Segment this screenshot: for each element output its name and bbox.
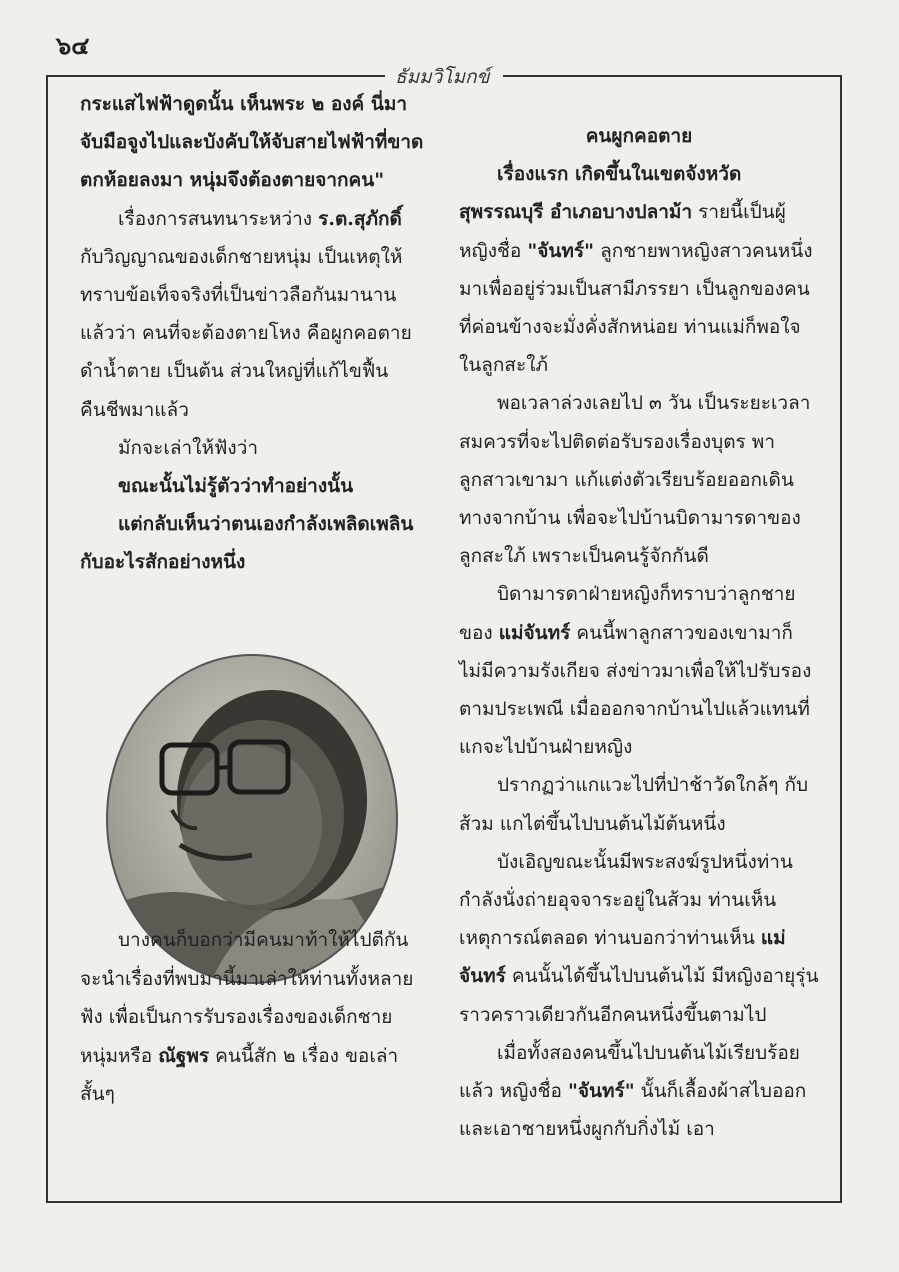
text-span: จะนำเรื่องที่พบมานี้มาเล่าให้ท่านทั้งหลายฟัง เพื่อเป็นการรับรองเรื่องของเด็กชายหนุ่มหรือ [80, 967, 414, 1067]
left-paragraph-4: ขณะนั้นไม่รู้ตัวว่าทำอย่างนั้น [118, 475, 354, 498]
text-span: รายนี้เป็นผู้หญิงชื่อ [459, 201, 786, 262]
left-paragraph-3: มักจะเล่าให้ฟังว่า [118, 436, 259, 459]
text-span: กับวิญญาณของเด็กชายหนุ่ม เป็นเหตุให้ทราบข้อเท็จจริงที่เป็นข่าวลือกันมานานแล้วว่า คนที่จะต้องตายโหง คือผูกคอตาย ดำน้ำตาย เป็นต้น ส่วนใหญ่ที่แก้ไขฟื้นคืนชีพมาแล้ว [80, 245, 412, 421]
person-name: ร.ต.สุภักดิ์ [318, 207, 402, 230]
person-name: "จันทร์" [567, 1080, 635, 1103]
right-column [459, 117, 819, 1148]
section-heading: คนผูกคอตาย [585, 125, 693, 147]
text-span: เรื่องการสนทนาระหว่าง [118, 207, 313, 230]
text-span: คนนี้พาลูกสาวของเขามาก็ไม่มีความรังเกียจ ส่งข่าวมาเพื่อให้ไปรับรองตามประเพณี เมื่อออกจากบ้านไปแล้วแทนที่แกจะไปบ้านฝ่ายหญิง [459, 621, 812, 759]
left-paragraph-2 [80, 200, 430, 429]
left-paragraph-7 [80, 960, 430, 1114]
person-name: "จันทร์" [527, 239, 595, 262]
text-span: บังเอิญขณะนั้นมีพระสงฆ์รูปหนึ่งท่านกำลังนั่งถ่ายอุจจาระอยู่ในส้วม ท่านเห็นเหตุการณ์ตลอด ท่านบอกว่าท่านเห็น [459, 850, 793, 950]
lead-text: เรื่องแรก เกิดขึ้นในเขตจังหวัดสุพรรณบุรี อำเภอบางปลาม้า [459, 163, 742, 224]
person-name: ณัฐพร [158, 1044, 210, 1067]
left-paragraph-1: กระแสไฟฟ้าดูดนั้น เห็นพระ ๒ องค์ นี่มาจับมือจูงไปและบังคับให้จับสายไฟฟ้าที่ขาดตกห้อยลงมา หนุ่มจึงต้องตายจากคน" [80, 93, 424, 192]
right-paragraph-6 [459, 1034, 819, 1149]
text-span: เมื่อทั้งสองคนขึ้นไปบนต้นไม้เรียบร้อยแล้ว หญิงชื่อ [459, 1041, 800, 1103]
text-span: คนนี้สัก ๒ เรื่อง ขอเล่าสั้นๆ [80, 1044, 399, 1105]
right-paragraph-1 [459, 155, 819, 384]
left-paragraph-6: บางคนก็บอกว่ามีคนมาท้าให้ไปตีกัน [118, 929, 409, 951]
left-paragraph-5: แต่กลับเห็นว่าตนเองกำลังเพลิดเพลินกับอะไรสักอย่างหนึ่ง [80, 513, 414, 574]
running-title: ธัมมวิโมกข์ [395, 66, 490, 88]
page-number: ๖๔ [56, 31, 90, 60]
person-name: แม่จันทร์ [459, 927, 786, 988]
left-column-bottom [80, 921, 430, 1114]
left-column [80, 85, 430, 582]
text-span: นั้นก็เลื้องผ้าสไบออก และเอาชายหนึ่งผูกกับกิ่งไม้ เอา [459, 1080, 807, 1141]
right-paragraph-3 [459, 575, 819, 766]
text-span: บิดามารดาฝ่ายหญิงก็ทราบว่าลูกชายของ [459, 583, 796, 644]
text-span: คนนั้นได้ขึ้นไปบนต้นไม้ มีหญิงอายุรุ่นราวคราวเดียวกันอีกคนหนึ่งขึ้นตามไป [459, 965, 819, 1026]
text-span: ลูกชายพาหญิงสาวคนหนึ่งมาเพื่ออยู่ร่วมเป็นสามีภรรยา เป็นลูกของคนที่ค่อนข้างจะมั่งคั่งสักหน่อย ท่านแม่ก็พอใจในลูกสะใภ้ [459, 239, 813, 377]
right-paragraph-2: พอเวลาล่วงเลยไป ๓ วัน เป็นระยะเวลาสมควรที่จะไปติดต่อรับรองเรื่องบุตร พาลูกสาวเขามา แก้แต่งตัวเรียบร้อยออกเดินทางจากบ้าน เพื่อจะไปบ้านบิดามารดาของลูกสะใภ้ เพราะเป็นคนรู้จักกันดี [459, 392, 811, 568]
right-paragraph-5 [459, 843, 819, 1034]
right-paragraph-4: ปรากฏว่าแกแวะไปที่ป่าช้าวัดใกล้ๆ กับส้วม แกไต่ขึ้นไปบนต้นไม้ต้นหนึ่ง [459, 774, 809, 835]
person-name: แม่จันทร์ [498, 621, 571, 644]
